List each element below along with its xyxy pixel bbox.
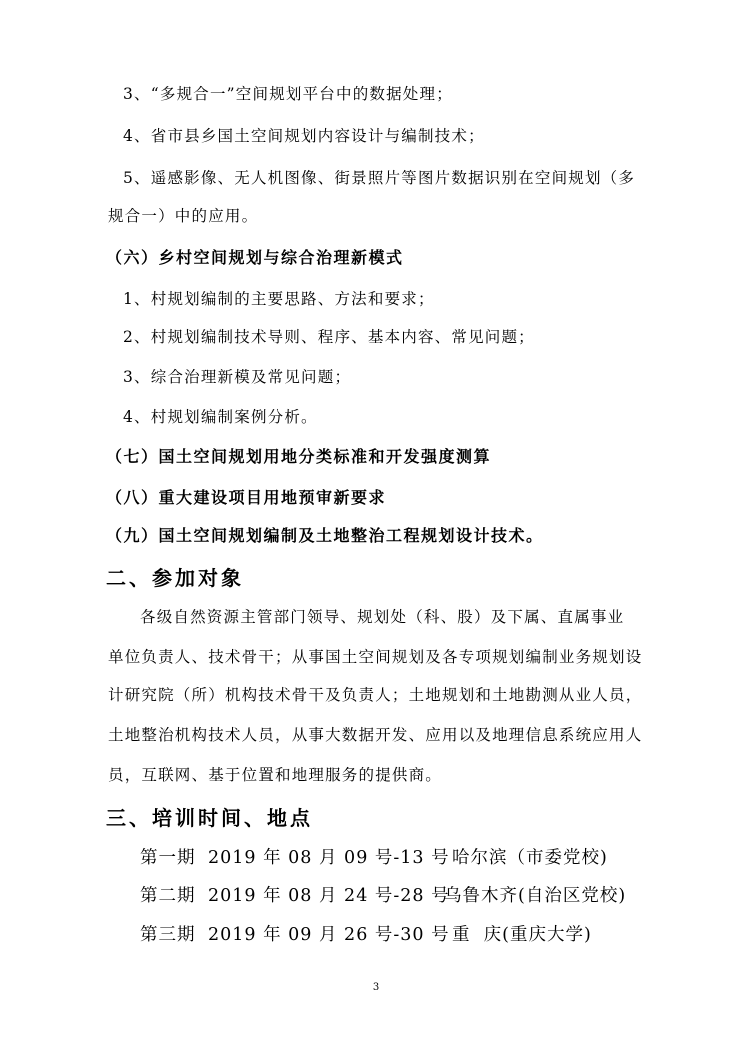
- schedule-place: 重 庆(重庆大学): [452, 925, 592, 945]
- schedule-dates: 2019 年 08 月 24 号-28 号: [208, 886, 450, 906]
- chapter-heading: 三、培训时间、地点: [106, 806, 313, 830]
- list-item: 2、村规划编制技术导则、程序、基本内容、常见问题；: [123, 328, 535, 346]
- list-item: 4、省市县乡国土空间规划内容设计与编制技术；: [123, 127, 485, 145]
- chapter-heading: 二、参加对象: [106, 566, 244, 590]
- section-heading: （八）重大建设项目用地预审新要求: [106, 488, 387, 507]
- schedule-period: 第三期: [140, 925, 196, 945]
- schedule-place: 哈尔滨（市委党校): [452, 848, 608, 868]
- paragraph-line: 土地整治机构技术人员，从事大数据开发、应用以及地理信息系统应用人: [108, 726, 643, 744]
- list-item: 1、村规划编制的主要思路、方法和要求；: [123, 290, 435, 308]
- list-item-continuation: 规合一）中的应用。: [108, 207, 259, 225]
- section-heading: （九）国土空间规划编制及土地整治工程规划设计技术。: [106, 526, 544, 545]
- schedule-dates: 2019 年 09 月 26 号-30 号: [208, 925, 450, 945]
- page-number: 3: [372, 982, 380, 993]
- schedule-period: 第一期: [140, 848, 196, 868]
- paragraph-line: 员，互联网、基于位置和地理服务的提供商。: [108, 766, 443, 784]
- section-heading: （七）国土空间规划用地分类标准和开发强度测算: [106, 447, 492, 466]
- list-item: 3、综合治理新模及常见问题；: [123, 368, 352, 386]
- schedule-place: 乌鲁木齐(自治区党校): [444, 886, 627, 906]
- schedule-period: 第二期: [140, 886, 196, 906]
- paragraph-line: 单位负责人、技术骨干；从事国土空间规划及各专项规划编制业务规划设: [108, 648, 643, 666]
- list-item: 4、村规划编制案例分析。: [123, 408, 318, 426]
- schedule-dates: 2019 年 08 月 09 号-13 号: [208, 848, 450, 868]
- list-item: 5、遥感影像、无人机图像、街景照片等图片数据识别在空间规划（多: [123, 169, 636, 187]
- list-item: 3、“多规合一”空间规划平台中的数据处理；: [123, 85, 453, 103]
- section-heading: （六）乡村空间规划与综合治理新模式: [106, 248, 404, 267]
- paragraph-line: 计研究院（所）机构技术骨干及负责人；土地规划和土地勘测从业人员，: [108, 686, 643, 704]
- paragraph-line: 各级自然资源主管部门领导、规划处（科、股）及下属、直属事业: [140, 608, 625, 626]
